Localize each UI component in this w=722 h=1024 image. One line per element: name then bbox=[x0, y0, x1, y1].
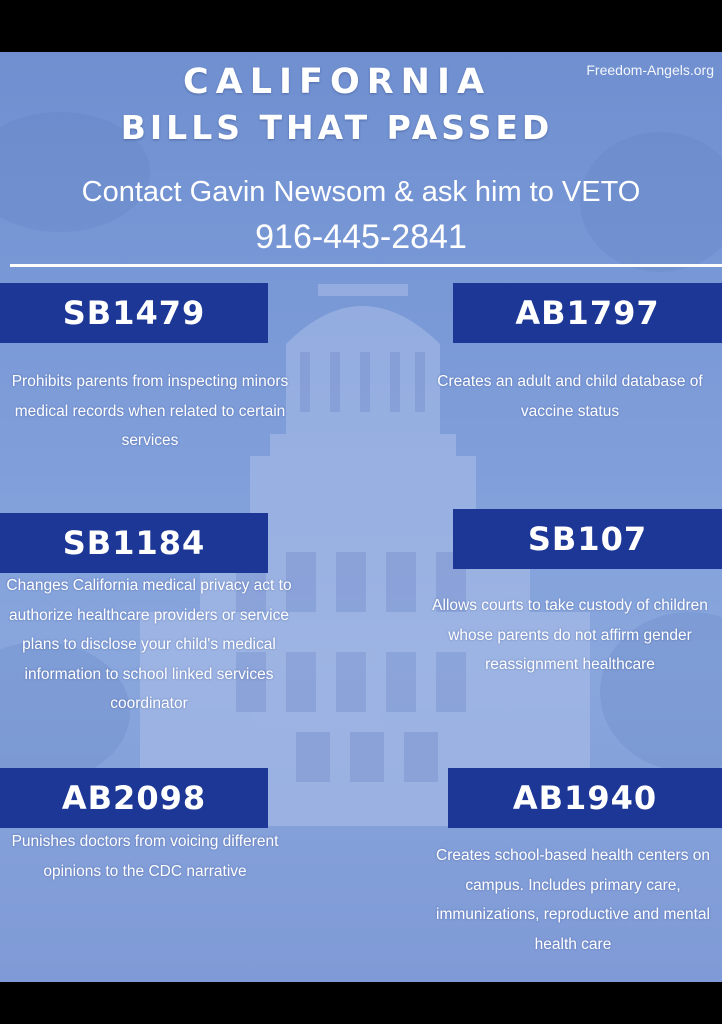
bill-description-sb1184: Changes California medical privacy act to authorize healthcare providers or service plans to disclose your child's medical information to school linked services coordinator bbox=[6, 577, 292, 712]
title-line-1: CALIFORNIA bbox=[182, 62, 492, 102]
bill-description-ab2098: Punishes doctors from voicing different opinions to the CDC narrative bbox=[11, 833, 279, 880]
site-url: Freedom-Angels.org bbox=[586, 62, 714, 78]
bill-label-ab1797: AB1797 bbox=[453, 283, 722, 343]
bill-label-sb1479: SB1479 bbox=[0, 283, 268, 343]
bill-description-sb107: Allows courts to take custody of children whose parents do not affirm gender reassignment healthcare bbox=[432, 597, 708, 673]
bill-label-sb107: SB107 bbox=[453, 509, 722, 569]
contact-instruction: Contact Gavin Newsom & ask him to VETO bbox=[81, 176, 641, 208]
bill-description-sb1479: Prohibits parents from inspecting minors medical records when related to certain services bbox=[11, 373, 289, 449]
title-line-2: BILLS THAT PASSED bbox=[120, 108, 554, 147]
poster bbox=[0, 52, 722, 982]
bill-description-ab1940: Creates school-based health centers on campus. Includes primary care, immunizations, reproductive and mental health care bbox=[436, 847, 710, 953]
divider bbox=[10, 264, 722, 267]
bill-description-ab1797: Creates an adult and child database of vaccine status bbox=[437, 373, 703, 420]
bill-label-ab1940: AB1940 bbox=[448, 768, 722, 828]
bottom-bar bbox=[0, 982, 722, 1024]
bill-label-sb1184: SB1184 bbox=[0, 513, 268, 573]
phone-number: 916-445-2841 bbox=[255, 218, 467, 256]
bill-label-ab2098: AB2098 bbox=[0, 768, 268, 828]
